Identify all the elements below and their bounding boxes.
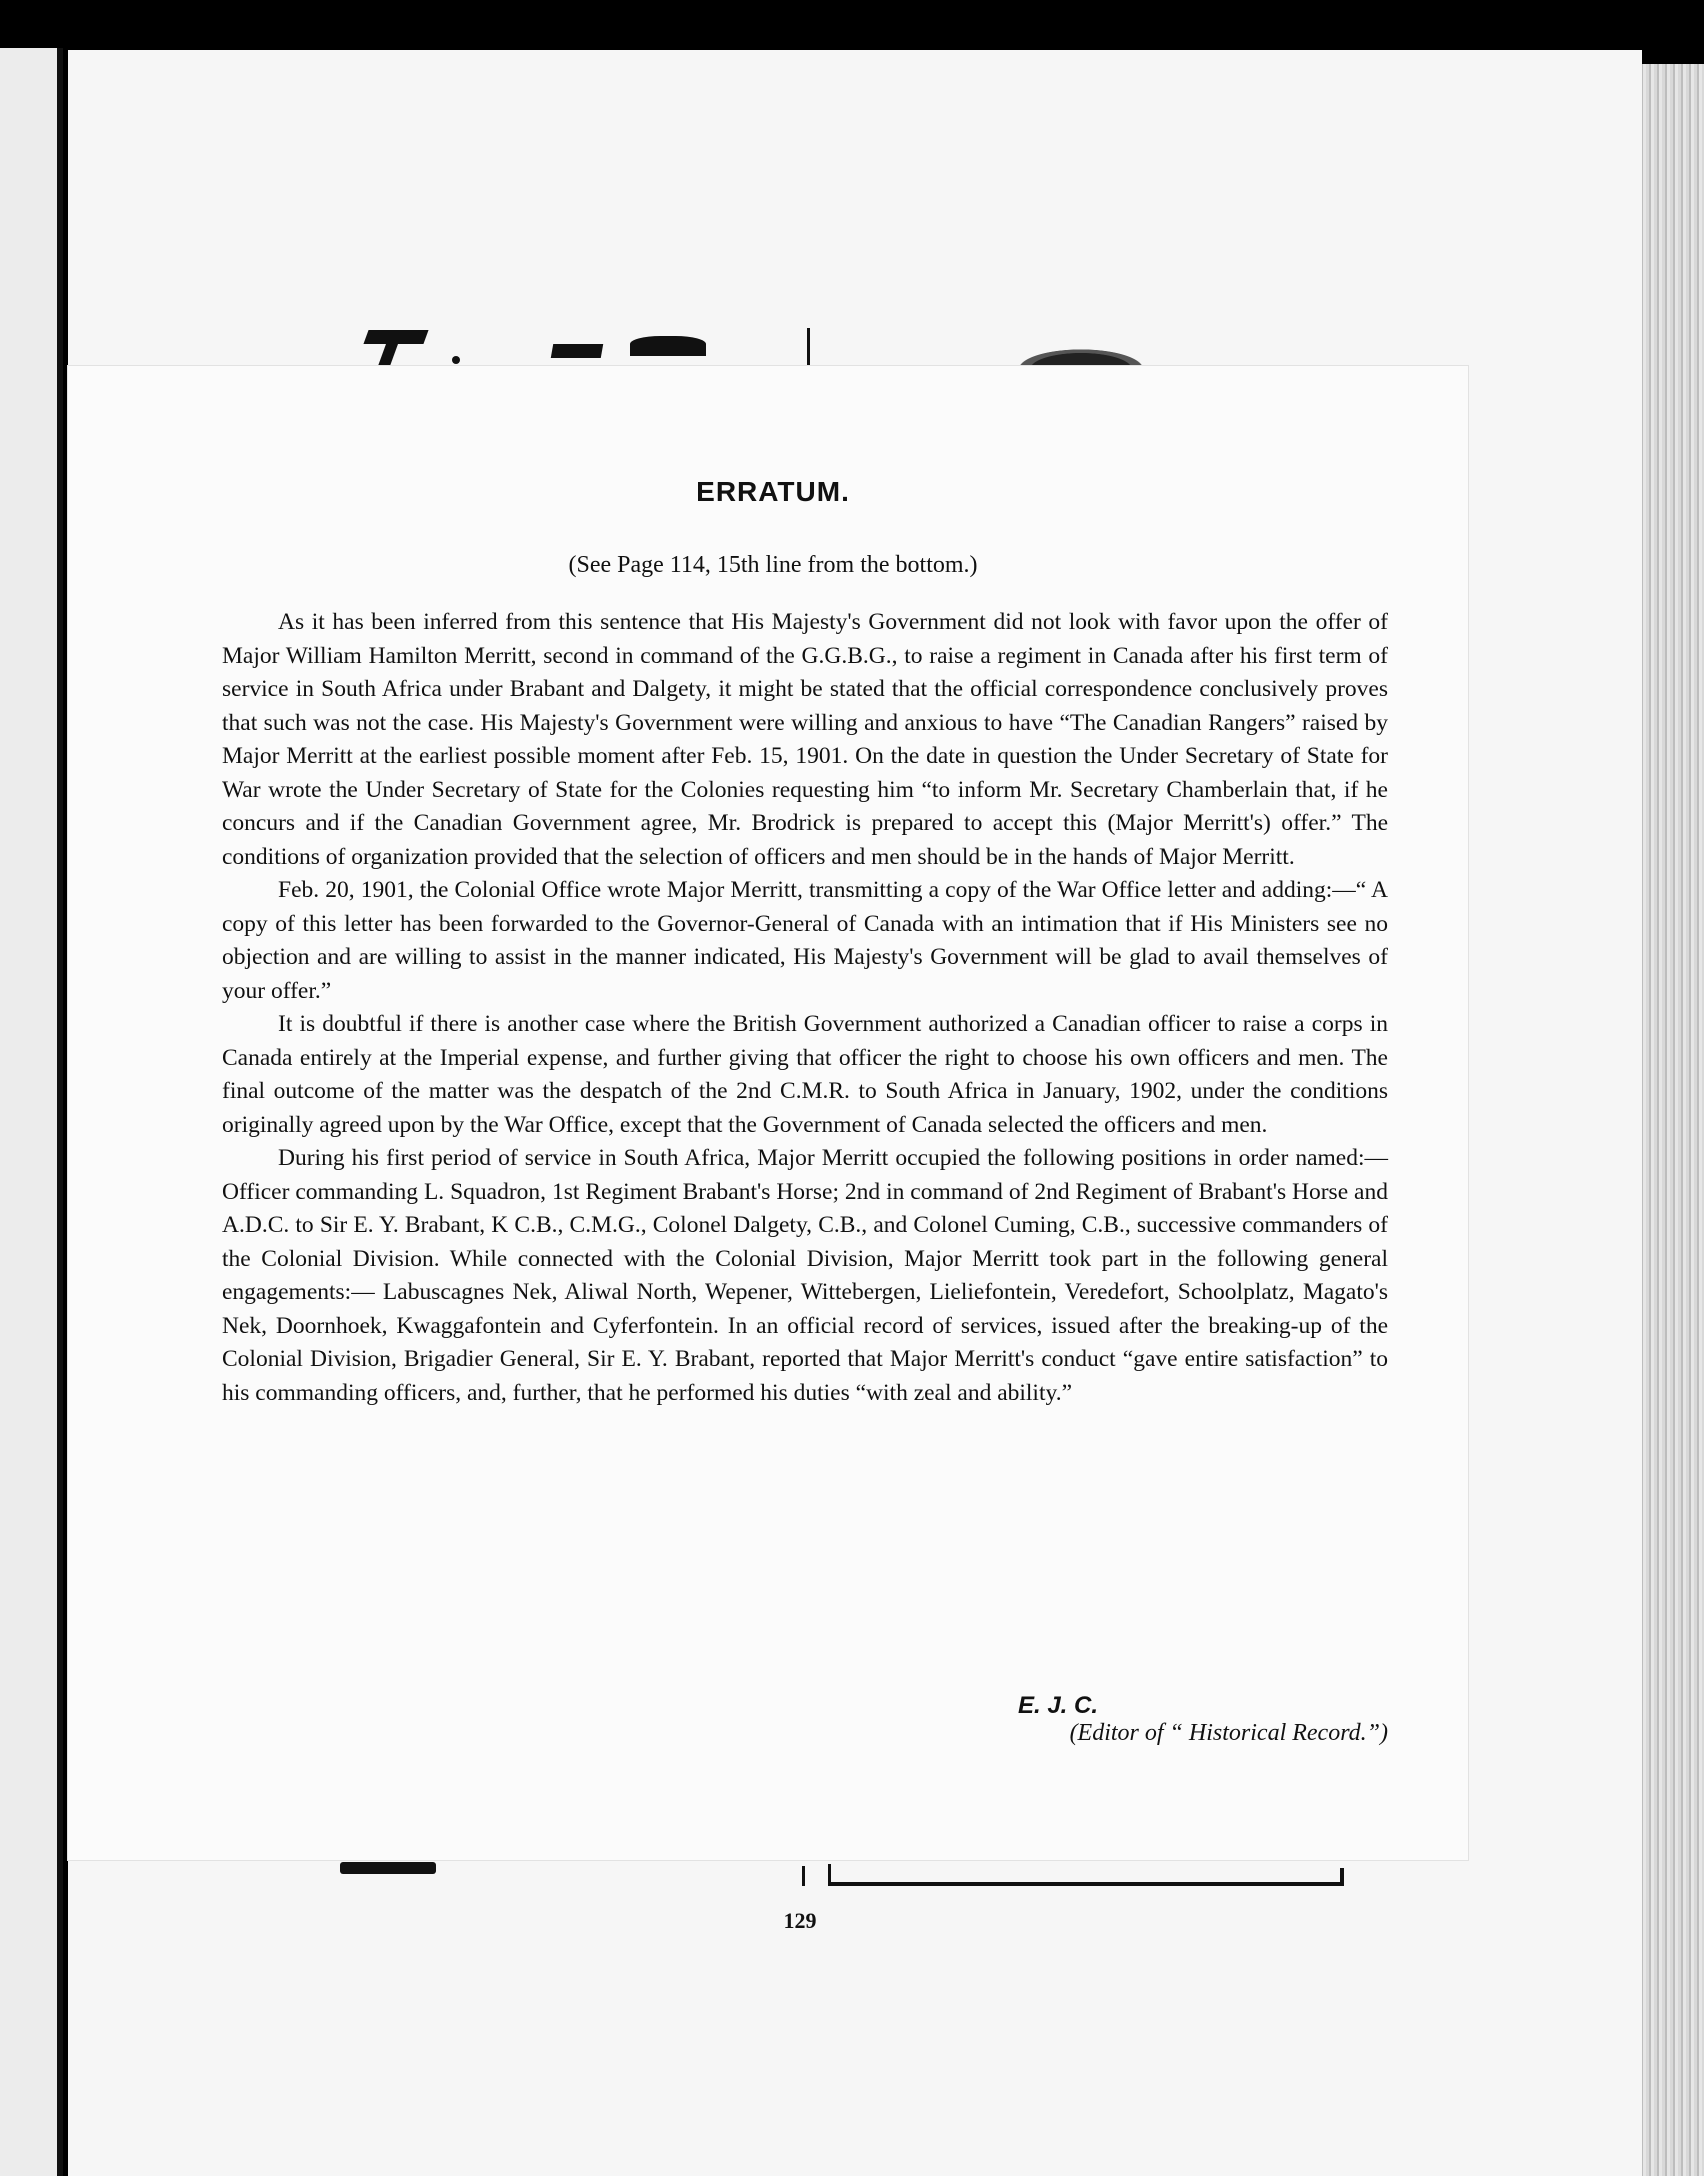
signature-block bbox=[848, 1692, 1388, 1747]
scan-top-border bbox=[0, 0, 1704, 48]
underlying-text-fragment bbox=[630, 336, 706, 356]
underlying-text-fragment bbox=[452, 356, 460, 364]
erratum-paragraph: It is doubtful if there is another case where the British Government authorized a Canadian officer to raise a corps in Canada entirely at the Imperial expense, and further giving that officer the right to choose his own officers and men. The final outcome of the matter was the despatch of the 2nd C.M.R. to South Africa in January, 1902, under the conditions originally agreed upon by the War Office, except that the Government of Canada selected the officers and men. bbox=[222, 1011, 1388, 1138]
signature-role: (Editor of “ Historical Record.”) bbox=[1069, 1720, 1388, 1746]
underlying-column-rule bbox=[807, 328, 810, 366]
underlying-box-rule bbox=[828, 1882, 1344, 1886]
underlying-text-fragment bbox=[551, 344, 603, 358]
erratum-body bbox=[222, 606, 1388, 1410]
book-page-edges bbox=[1638, 64, 1704, 2176]
page-number: 129 bbox=[783, 1908, 817, 1933]
underlying-text-fragment bbox=[363, 330, 428, 344]
facing-page-edge bbox=[0, 48, 60, 2176]
erratum-reference: (See Page 114, 15th line from the bottom.) bbox=[568, 552, 978, 578]
erratum-paragraph: Feb. 20, 1901, the Colonial Office wrote Major Merritt, transmitting a copy of the War Office letter and adding:—“ A copy of this letter has been forwarded to the Governor-General of Canada with an intimation that if His Ministers see no objection and are willing to assist in the manner indicated, His Majesty's Government will be glad to avail themselves of your offer.” bbox=[222, 877, 1388, 1004]
gutter-rule bbox=[57, 48, 63, 2176]
underlying-text-fragment bbox=[340, 1862, 436, 1874]
erratum-paragraph: During his first period of service in South Africa, Major Merritt occupied the following positions in order named:—Officer commanding L. Squadron, 1st Regiment Brabant's Horse; 2nd in command of 2nd Regiment of Brabant's Horse and A.D.C. to Sir E. Y. Brabant, K C.B., C.M.G., Colonel Dalgety, C.B., and Colonel Cuming, C.B., successive commanders of the Colonial Division. While connected with the Colonial Division, Major Merritt took part in the following general engagements:— Labuscagnes Nek, Aliwal North, Wepener, Wittebergen, Lieliefontein, Veredefort, Schoolplatz, Magato's Nek, Doornhoek, Kwaggafontein and Cyferfontein. In an official record of services, issued after the breaking-up of the Colonial Division, Brigadier General, Sir E. Y. Brabant, reported that Major Merritt's conduct “gave entire satisfaction” to his commanding officers, and, further, that he performed his duties “with zeal and ability.” bbox=[222, 1145, 1388, 1406]
underlying-column-rule bbox=[802, 1866, 805, 1886]
erratum-slip bbox=[68, 366, 1468, 1860]
erratum-title: ERRATUM. bbox=[696, 476, 850, 507]
underlying-box-rule bbox=[1340, 1868, 1344, 1886]
signature-initials: E. J. C. bbox=[1017, 1692, 1098, 1719]
erratum-paragraph: As it has been inferred from this sentence that His Majesty's Government did not look with favor upon the offer of Major William Hamilton Merritt, second in command of the G.G.B.G., to raise a regiment in Canada after his first term of service in South Africa under Brabant and Dalgety, it might be stated that the official correspondence conclusively proves that such was not the case. His Majesty's Government were willing and anxious to have “The Canadian Rangers” raised by Major Merritt at the earliest possible moment after Feb. 15, 1901. On the date in question the Under Secretary of State for War wrote the Under Secretary of State for the Colonies requesting him “to inform Mr. Secretary Chamberlain that, if he concurs and if the Canadian Government agree, Mr. Brodrick is prepared to accept this (Major Merritt's) offer.” The conditions of organization provided that the selection of officers and men should be in the hands of Major Merritt. bbox=[222, 609, 1388, 870]
